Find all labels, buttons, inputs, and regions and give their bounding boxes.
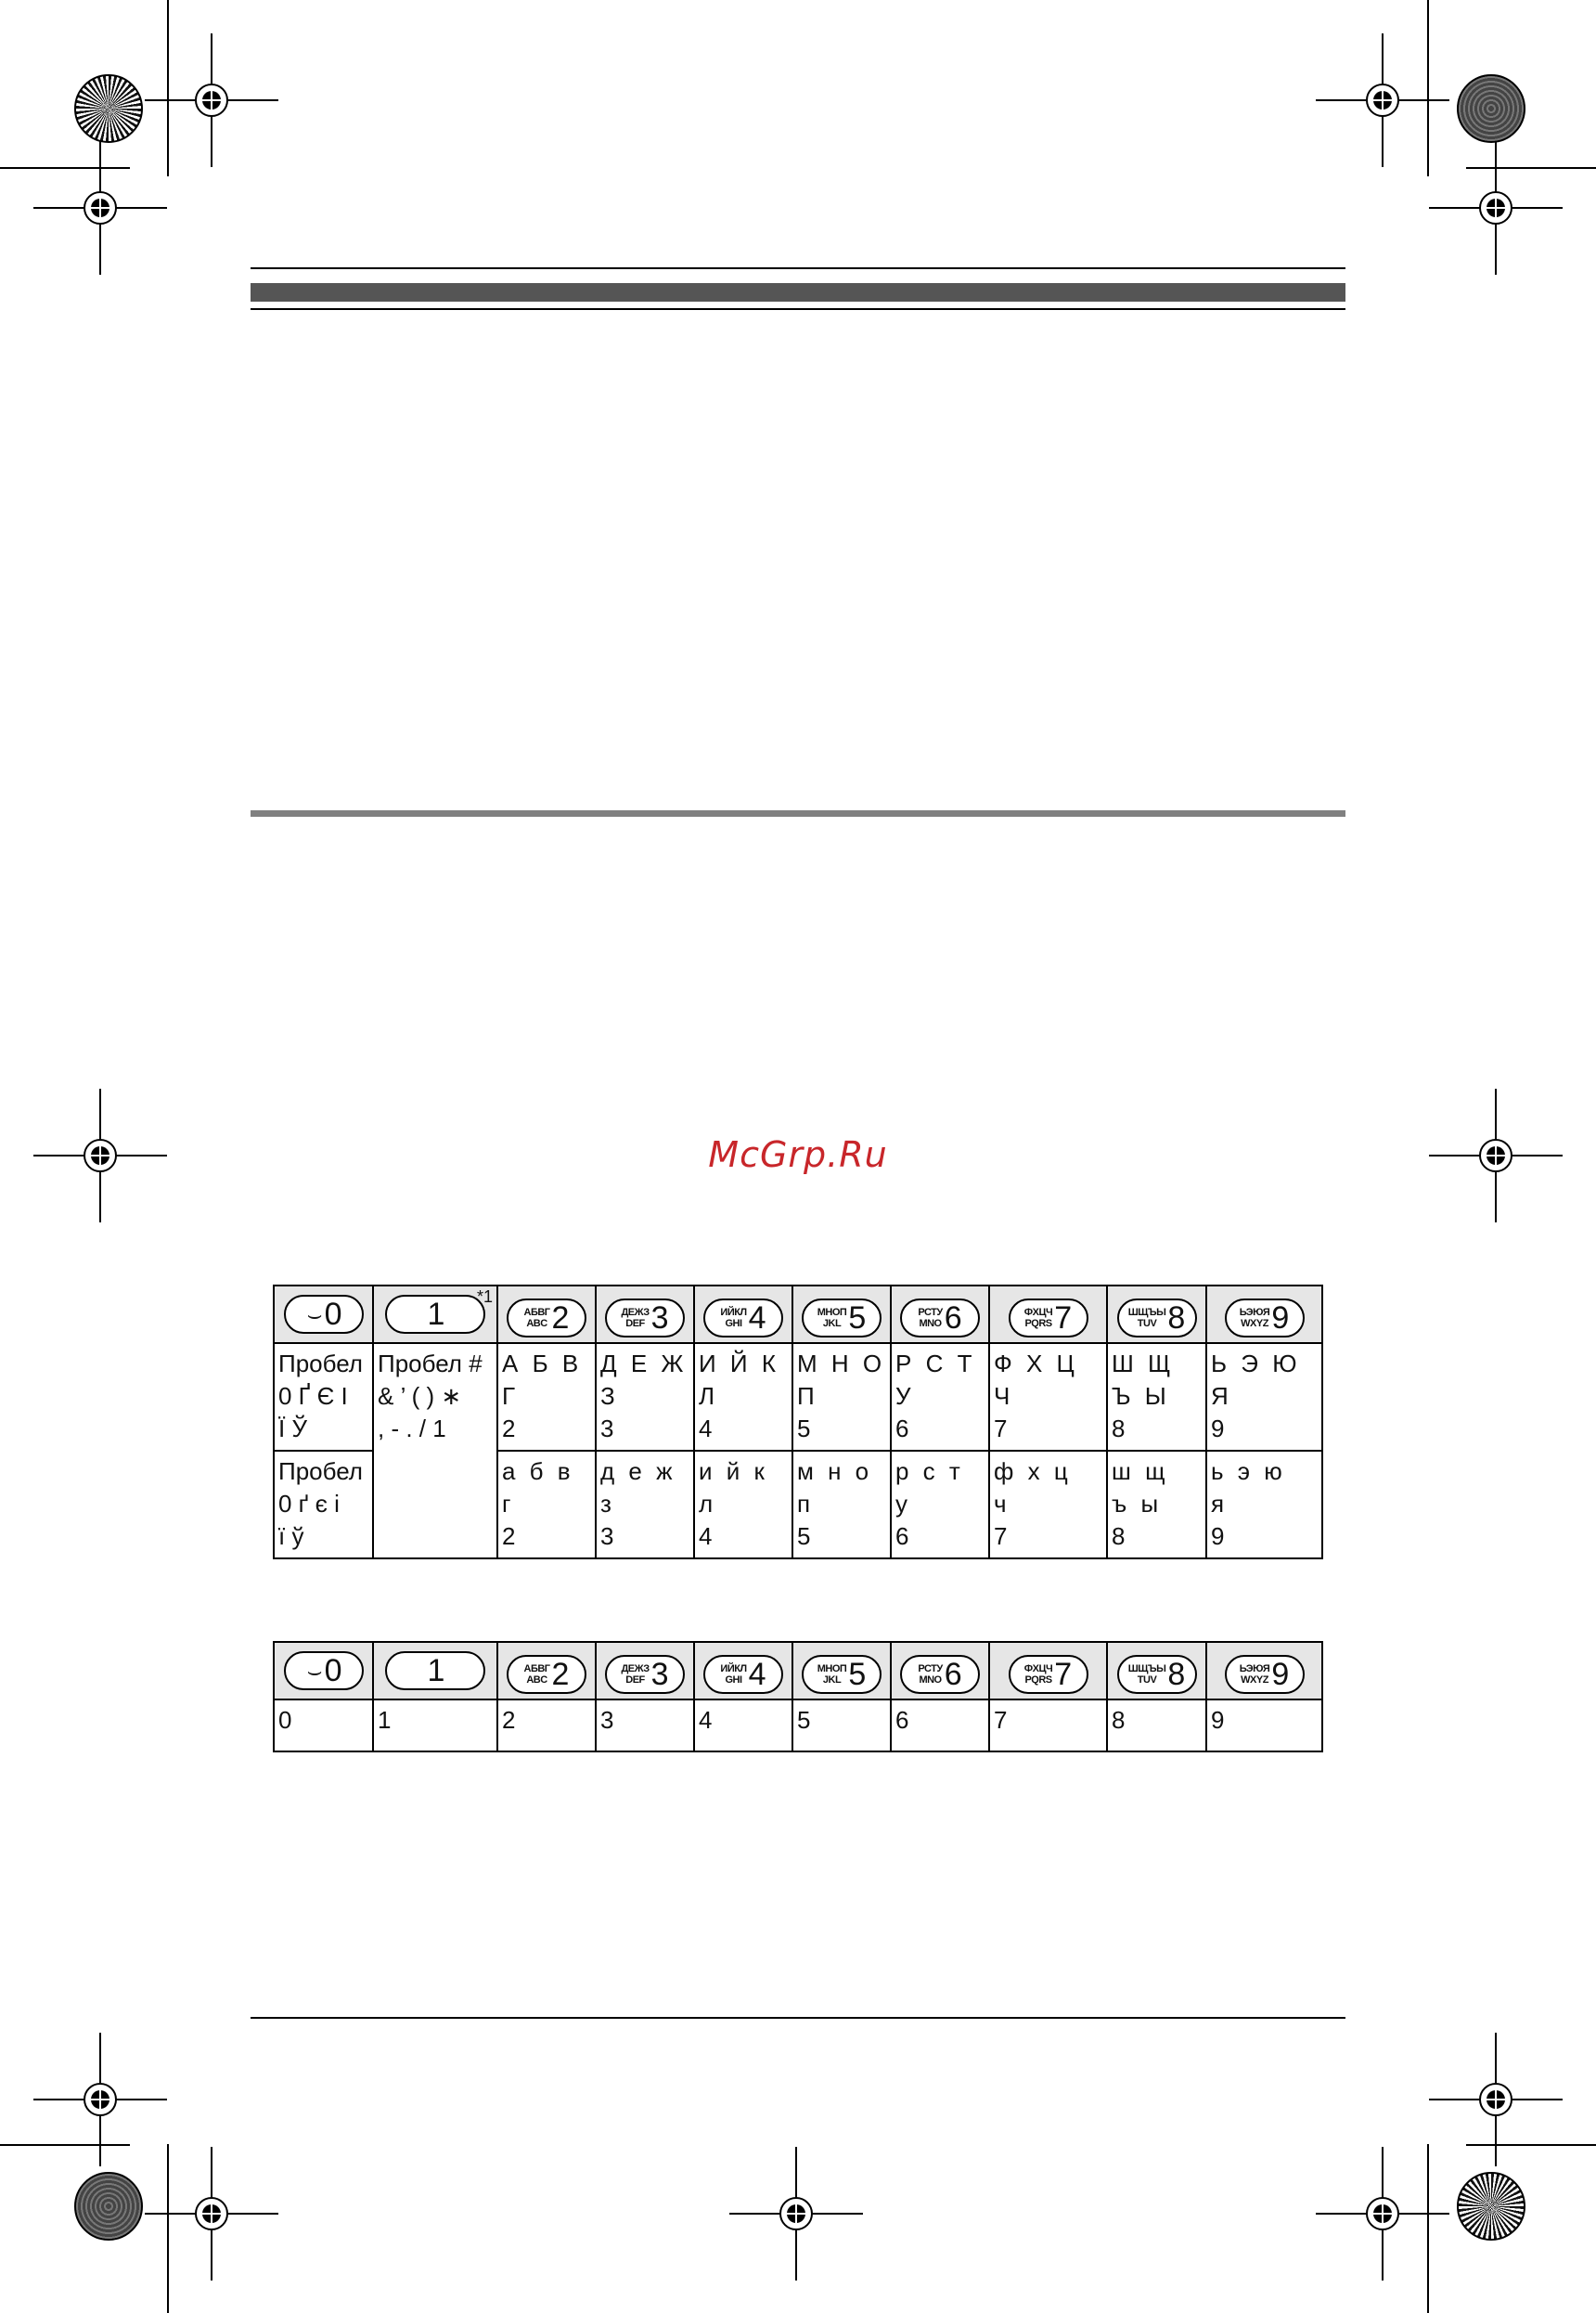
key-4-icon: ИЙКЛ GHI 4 <box>703 1299 783 1337</box>
key-cell <box>792 1286 891 1343</box>
key-cell <box>989 1286 1107 1343</box>
trim-line <box>167 2144 169 2313</box>
table-cell: 4 <box>694 1699 792 1751</box>
key-9-icon: ЬЭЮЯ WXYZ 9 <box>1225 1299 1305 1337</box>
table-cell: Пробел 0 ґ є і ї ў <box>274 1451 373 1558</box>
registration-disc-bottom-left <box>74 2172 143 2241</box>
table-cell: 2 <box>497 1699 596 1751</box>
key-3-icon: ДЕЖЗ DEF 3 <box>605 1655 685 1694</box>
header-bar <box>251 283 1345 302</box>
key-cell <box>792 1642 891 1699</box>
table-cell: м н о п 5 <box>792 1451 891 1558</box>
key-cell <box>1206 1642 1322 1699</box>
header-rule-top <box>251 267 1345 269</box>
key-5-icon: МНОП JKL 5 <box>802 1299 882 1337</box>
table-cell: 5 <box>792 1699 891 1751</box>
table-cell: Д Е Ж З 3 <box>596 1343 694 1451</box>
key-7-icon: ФХЦЧ PQRS 7 <box>1009 1655 1088 1694</box>
table-cell: д е ж з 3 <box>596 1451 694 1558</box>
trim-line <box>1427 0 1429 176</box>
key-cell <box>694 1286 792 1343</box>
numeric-table <box>273 1641 1323 1752</box>
table-cell: Р С Т У 6 <box>891 1343 989 1451</box>
table-cell: ш щ ъ ы 8 <box>1107 1451 1206 1558</box>
key-cell <box>373 1286 497 1343</box>
trim-line <box>1427 2144 1429 2313</box>
key-cell <box>497 1286 596 1343</box>
key-4-icon: ИЙКЛ GHI 4 <box>703 1655 783 1694</box>
table-cell: Ф Х Ц Ч 7 <box>989 1343 1107 1451</box>
key-0-icon: ⌣ 0 <box>284 1295 364 1334</box>
section-divider <box>251 810 1345 817</box>
table-cell: 0 <box>274 1699 373 1751</box>
key-cell <box>891 1642 989 1699</box>
key-header-row <box>274 1286 1322 1343</box>
key-9-icon: ЬЭЮЯ WXYZ 9 <box>1225 1655 1305 1694</box>
table-cell: 8 <box>1107 1699 1206 1751</box>
key-cell <box>596 1286 694 1343</box>
key-8-icon: ШЩЪЫ TUV 8 <box>1117 1299 1197 1337</box>
table-cell: 7 <box>989 1699 1107 1751</box>
table-cell: ф х ц ч 7 <box>989 1451 1107 1558</box>
key-header-row <box>274 1642 1322 1699</box>
key-2-icon: АБВГ ABC 2 <box>507 1299 586 1337</box>
table-cell: Ш Щ Ъ Ы 8 <box>1107 1343 1206 1451</box>
table-cell: а б в г 2 <box>497 1451 596 1558</box>
key-cell <box>989 1642 1107 1699</box>
key-6-icon: РСТУ MNO 6 <box>900 1299 980 1337</box>
key-3-icon: ДЕЖЗ DEF 3 <box>605 1299 685 1337</box>
key-cell <box>891 1286 989 1343</box>
digit-row <box>274 1699 1322 1751</box>
registration-starburst-top-left <box>74 74 143 143</box>
table-cell: и й к л 4 <box>694 1451 792 1558</box>
key-2-icon: АБВГ ABC 2 <box>507 1655 586 1694</box>
table-cell: Ь Э Ю Я 9 <box>1206 1343 1322 1451</box>
table-cell: Пробел 0 Ґ Є І Ї Ў <box>274 1343 373 1451</box>
table-cell: 6 <box>891 1699 989 1751</box>
key-8-icon: ШЩЪЫ TUV 8 <box>1117 1655 1197 1694</box>
key-cell <box>1107 1642 1206 1699</box>
trim-line <box>167 0 169 176</box>
table-cell: Пробел # & ’ ( ) ∗ , - . / 1 <box>373 1343 497 1558</box>
character-table <box>273 1285 1323 1559</box>
table-cell: 1 <box>373 1699 497 1751</box>
header-rule-bottom <box>251 308 1345 310</box>
table-cell: 9 <box>1206 1699 1322 1751</box>
uppercase-row <box>274 1343 1322 1451</box>
watermark: McGrp.Ru <box>708 1134 888 1175</box>
key-cell <box>596 1642 694 1699</box>
key-cell <box>1206 1286 1322 1343</box>
key-cell <box>497 1642 596 1699</box>
footer-rule <box>251 2017 1345 2019</box>
key-cell <box>1107 1286 1206 1343</box>
table-cell: р с т у 6 <box>891 1451 989 1558</box>
table-cell: М Н О П 5 <box>792 1343 891 1451</box>
key-1-icon: 1 <box>385 1295 485 1334</box>
registration-disc-top-right <box>1457 74 1525 143</box>
key-cell <box>694 1642 792 1699</box>
key-0-icon: ⌣ 0 <box>284 1651 364 1690</box>
table-cell: 3 <box>596 1699 694 1751</box>
key-1-icon: 1 <box>385 1651 485 1690</box>
trim-line <box>1466 167 1596 169</box>
key-6-icon: РСТУ MNO 6 <box>900 1655 980 1694</box>
table-cell: И Й К Л 4 <box>694 1343 792 1451</box>
key-5-icon: МНОП JKL 5 <box>802 1655 882 1694</box>
trim-line <box>1466 2144 1596 2146</box>
trim-line <box>0 167 130 169</box>
key-cell <box>274 1286 373 1343</box>
registration-starburst-bottom-right <box>1457 2172 1525 2241</box>
table-cell: ь э ю я 9 <box>1206 1451 1322 1558</box>
trim-line <box>0 2144 130 2146</box>
key-cell <box>274 1642 373 1699</box>
table-cell: А Б В Г 2 <box>497 1343 596 1451</box>
key-cell <box>373 1642 497 1699</box>
footnote-marker: *1 <box>476 1287 493 1306</box>
key-7-icon: ФХЦЧ PQRS 7 <box>1009 1299 1088 1337</box>
